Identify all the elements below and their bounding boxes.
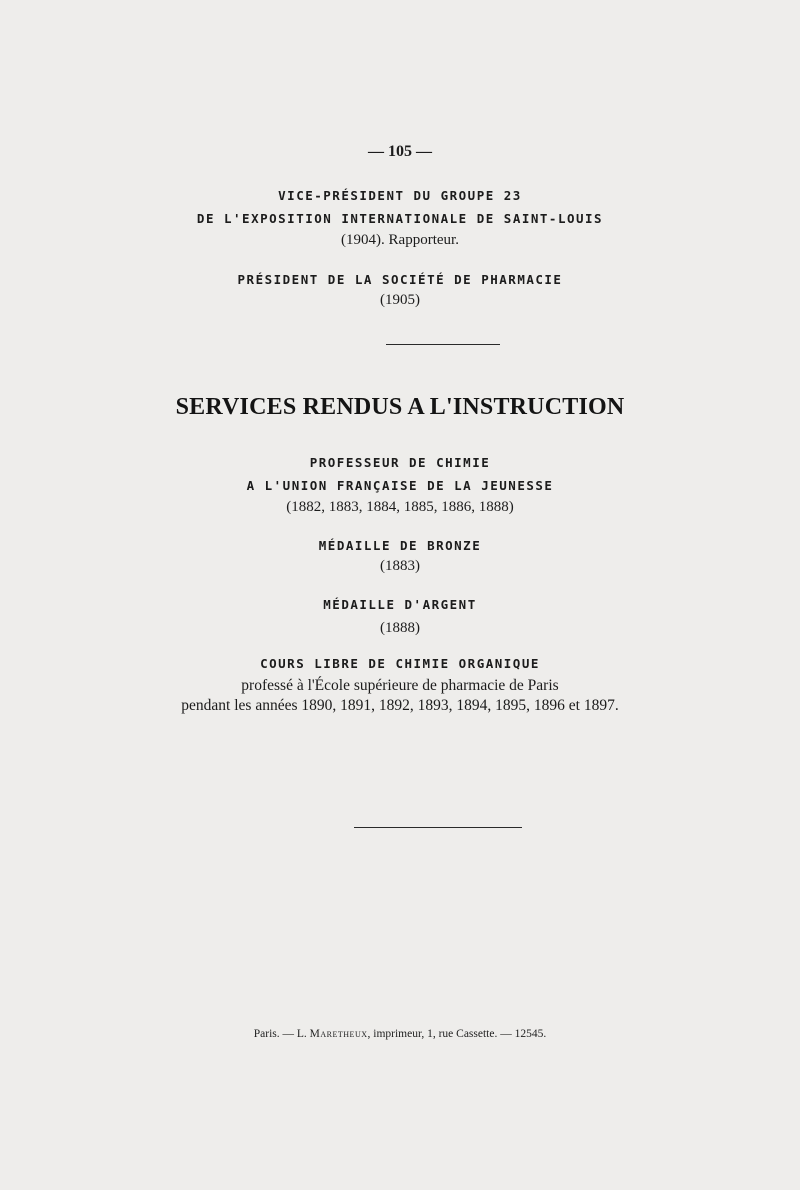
footer-prefix: Paris. — L.: [253, 1028, 310, 1040]
cours-libre: COURS LIBRE DE CHIMIE ORGANIQUE: [260, 656, 540, 671]
title-vice-president: VICE-PRÉSIDENT DU GROUPE 23: [278, 188, 522, 203]
cours-ecole: professé à l'École supérieure de pharmacie de Paris: [241, 677, 559, 694]
medal-argent: MÉDAILLE D'ARGENT: [323, 597, 477, 612]
medal-bronze-year: (1883): [380, 558, 420, 574]
medal-argent-year: (1888): [380, 620, 420, 636]
title-year-1905: (1905): [380, 292, 420, 308]
footer-suffix: , imprimeur, 1, rue Cassette. — 12545.: [367, 1028, 547, 1040]
service-professeur: PROFESSEUR DE CHIMIE: [309, 455, 491, 470]
printer-footer: [0, 1028, 800, 1040]
title-exposition: DE L'EXPOSITION INTERNATIONALE DE SAINT-LOUIS: [196, 211, 604, 226]
section-divider-bottom: [354, 827, 522, 828]
cours-annees: pendant les années 1890, 1891, 1892, 1893, 1894, 1895, 1896 et 1897.: [181, 697, 619, 714]
service-years: (1882, 1883, 1884, 1885, 1886, 1888): [286, 499, 514, 515]
title-president-societe: PRÉSIDENT DE LA SOCIÉTÉ DE PHARMACIE: [237, 272, 563, 287]
page-number: — 105 —: [368, 143, 432, 160]
service-union: A L'UNION FRANÇAISE DE LA JEUNESSE: [246, 478, 554, 493]
medal-bronze: MÉDAILLE DE BRONZE: [318, 538, 482, 553]
section-heading: SERVICES RENDUS A L'INSTRUCTION: [175, 394, 625, 420]
title-year-rapporteur: (1904). Rapporteur.: [341, 232, 459, 248]
section-divider-top: [386, 344, 500, 345]
footer-printer-name: Maretheux: [309, 1028, 368, 1040]
